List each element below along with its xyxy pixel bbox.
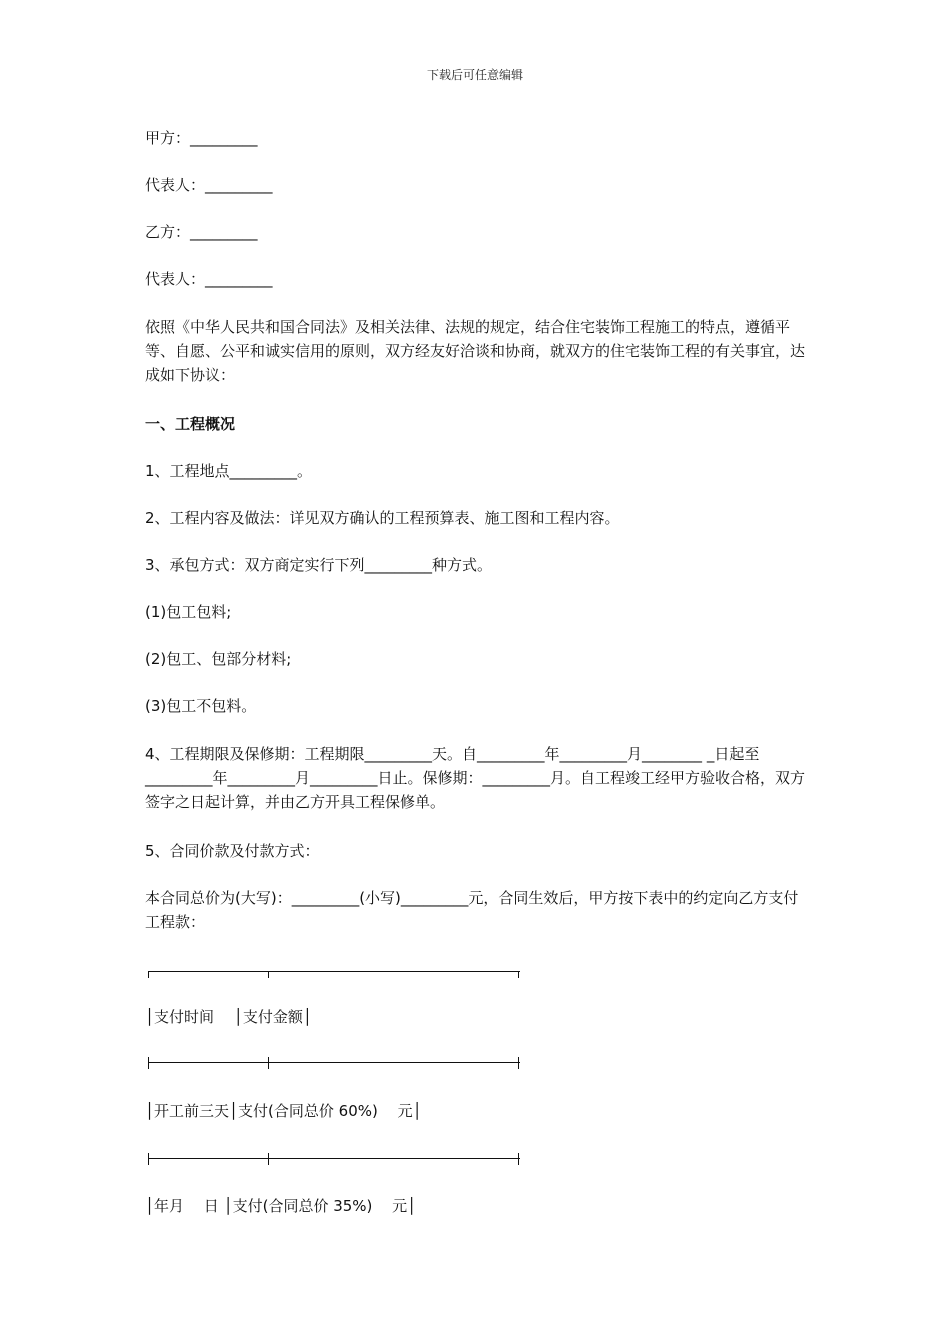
table-divider-1 — [148, 1057, 520, 1069]
clause-3-contract-mode: 3、承包方式：双方商定实行下列_________种方式。 — [145, 556, 493, 574]
party-b-line: 乙方：_________ — [145, 223, 258, 241]
representative-b-line: 代表人：_________ — [145, 270, 273, 288]
option-3: (3)包工不包料。 — [145, 697, 257, 715]
clause-5-payment: 5、合同价款及付款方式： — [145, 842, 320, 860]
table-row: │开工前三天│支付(合同总价 60%) 元│ — [145, 1102, 422, 1120]
intro-paragraph: 依照《中华人民共和国合同法》及相关法律、法规的规定，结合住宅装饰工程施工的特点，遵循平等、自愿、公平和诚实信用的原则，双方经友好洽谈和协商，就双方的住宅装饰工程的有关事宜，达成如下协议： — [145, 318, 806, 384]
page-header: 下载后可任意编辑 — [426, 68, 523, 82]
clause-2-content: 2、工程内容及做法：详见双方确认的工程预算表、施工图和工程内容。 — [145, 509, 620, 527]
price-paragraph: 本合同总价为(大写)：_________(小写)_________元，合同生效后，甲方按下表中的约定向乙方支付工程款： — [145, 889, 799, 931]
option-2: (2)包工、包部分材料; — [145, 650, 292, 668]
table-header-row: │支付时间 │支付金额│ — [145, 1008, 312, 1026]
section-title-overview: 一、工程概况 — [145, 415, 236, 433]
table-row: │年月 日 │支付(合同总价 35%) 元│ — [145, 1197, 417, 1215]
clause-4-period: 4、工程期限及保修期：工程期限_________天。自_________年_________月________ _日起至_________年_________月_________日止。保修期：_________月。自工程竣工经甲方验收合格，双方签字之日起计算，并由乙方开具工程保修单。 — [145, 745, 806, 811]
representative-a-line: 代表人：_________ — [145, 176, 273, 194]
clause-1-location: 1、工程地点_________。 — [145, 462, 313, 480]
party-a-line: 甲方：_________ — [145, 129, 258, 147]
option-1: (1)包工包料; — [145, 603, 232, 621]
table-divider-2 — [148, 1153, 520, 1165]
table-top-border — [148, 966, 520, 978]
